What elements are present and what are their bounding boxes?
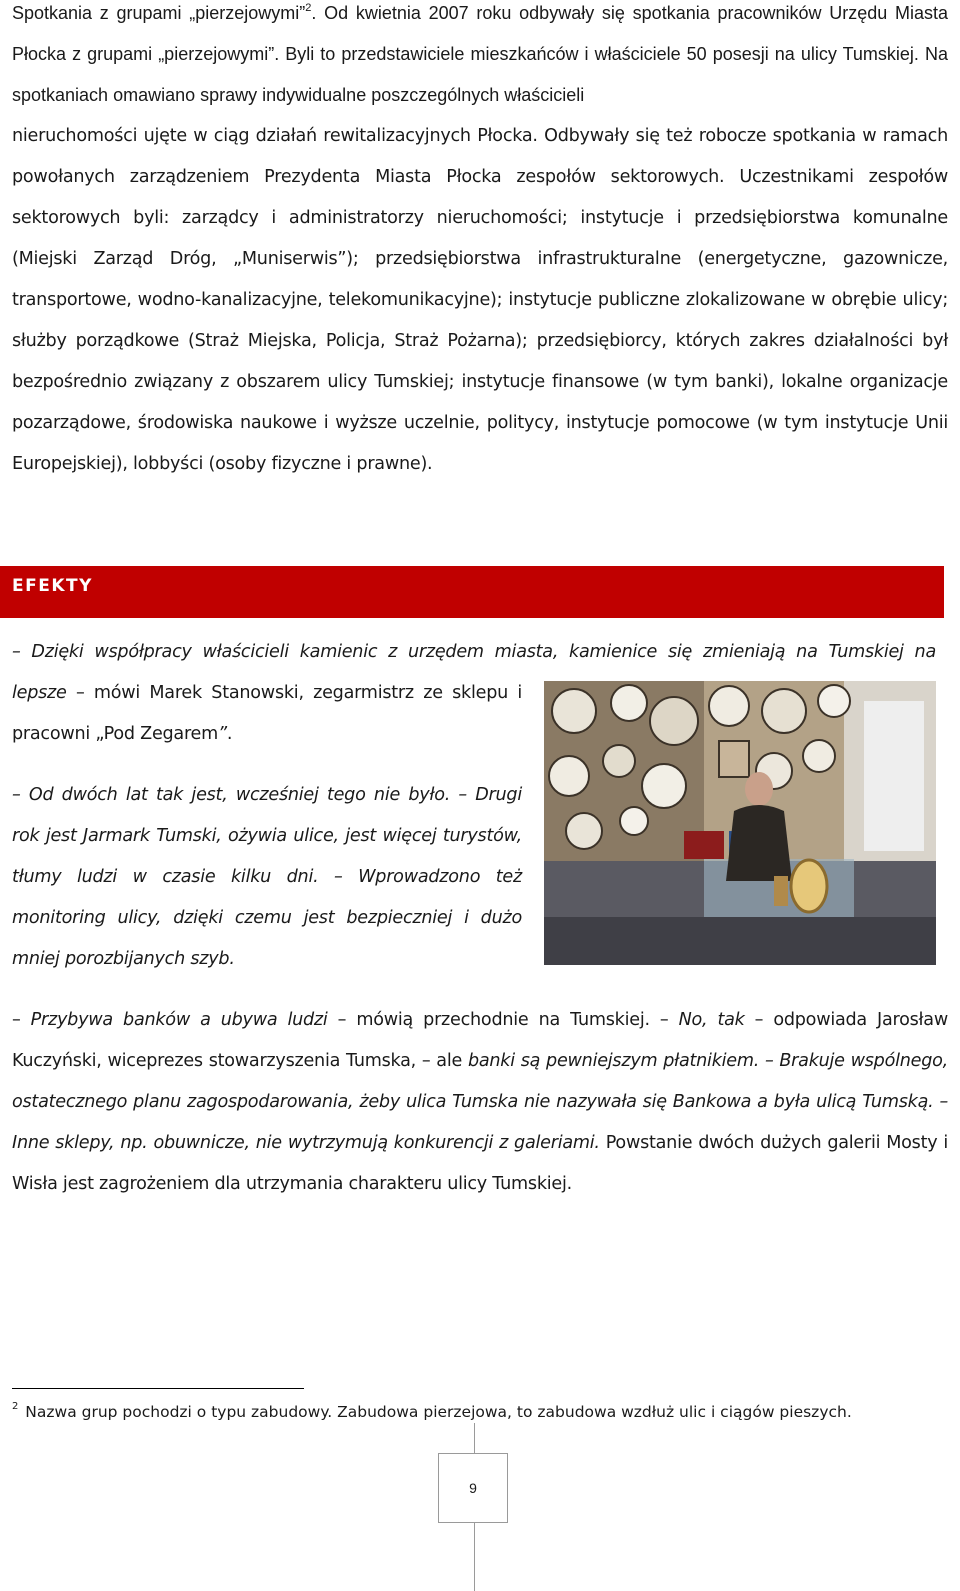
footnote-separator (12, 1388, 304, 1389)
closing-text (12, 1000, 948, 1205)
footnote-text: Nazwa grup pochodzi o typu zabudowy. Zabudowa pierzejowa, to zabudowa wzdłuż ulic i ciągów pieszych. (20, 1403, 852, 1421)
attribution-period: . (226, 724, 233, 744)
section-title: EFEKTY (12, 576, 93, 596)
quote-continuation: lepsze (12, 683, 67, 703)
page-number-line-bottom (474, 1523, 475, 1591)
quote2-part-c: – Wprowadzono też monitoring ulicy, dzięki czemu jest bezpieczniej i dużo mniej porozbijanych szyb. (12, 867, 522, 969)
closing-text-2: – odpowiada Jarosław Kuczyński, wiceprezes stowarzyszenia Tumska, – ale (12, 1010, 948, 1071)
intro-text-a: Spotkania z grupami „pierzejowymi” (12, 3, 306, 23)
attribution-text: – mówi Marek Stanowski, zegarmistrz ze sklepu i pracowni „Pod Zegarem (12, 683, 522, 744)
footnote (12, 1402, 948, 1422)
closing-italic-2: No, tak (678, 1010, 745, 1030)
intro-paragraph (12, 0, 948, 485)
footnote-ref[interactable]: 2 (305, 2, 312, 14)
closing-italic-3: banki są pewniejszym płatnikiem. – Brakuje wspólnego, ostatecznego planu zagospodarowania, żeby ulica Tumska nie nazywała się Bankowa a była ulicą Tumską. – Inne sklepy, np. obuwnicze, nie wytrzymują konkurencji z galeriami. (12, 1051, 948, 1153)
closing-dash: – (12, 1010, 31, 1030)
intro-text-b: . Od kwietnia 2007 roku odbywały się spotkania pracowników Urzędu Miasta Płocka z grupami „pierzejowymi”. Byli to przedstawiciele mieszkańców i właściciele 50 posesji na ulicy Tumskiej. Na spotkaniach omawiano sprawy indywidualne poszczególnych właścicieli (12, 3, 948, 105)
clock-shop-photo-image (544, 681, 936, 965)
clock-shop-photo (544, 681, 936, 965)
intro-lines-2: nieruchomości ujęte w ciąg działań rewitalizacyjnych Płocka. Odbywały się też robocze spotkania w ramach powołanych zarządzeniem Prezydenta Miasta Płocka zespołów sektorowych. Uczestnikami zespołów sektorowych byli: zarządcy i administratorzy nieruchomości; instytucje i przedsiębiorstwa komunalne (Miejski Zarząd Dróg, „Muniserwis”); przedsiębiorstwa infrastrukturalne (energetyczne, gazownicze, transportowe, wodno-kanalizacyjne, telekomunikacyjne); instytucje publiczne zlokalizowane w obrębie ulicy; służby porządkowe (Straż Miejska, Policja, Straż Pożarna); przedsiębiorcy, których zakres działalności był bezpośrednio związany z obszarem ulicy Tumskiej; instytucje finansowe (w tym banki), lokalne organizacje pozarządowe, środowiska naukowe i wyższe uczelnie, politycy, instytucje pomocowe (w tym instytucje Unii Europejskiej), lobbyści (osoby fizyczne i prawne). (12, 126, 948, 474)
intro-lines-1 (12, 0, 948, 116)
closing-text-1: – mówią przechodnie na Tumskiej. – (327, 1010, 679, 1030)
page-number-box (438, 1453, 508, 1523)
quote-second (12, 775, 522, 980)
section-banner (0, 566, 944, 618)
footnote-number: 2 (12, 1400, 19, 1412)
quote2-part-a: – Od dwóch lat tak jest, wcześniej tego nie było. (12, 785, 451, 805)
attribution-closing-quote: ” (218, 724, 227, 744)
quote-first-line-text: – Dzięki współpracy właścicieli kamienic z urzędem miasta, kamienice się zmieniają na Tumskiej na (12, 642, 936, 662)
quote2-part-b: – Drugi rok jest Jarmark Tumski, ożywia ulice, jest więcej turystów, tłumy ludzi w czasie kilku dni. (12, 785, 522, 887)
closing-text-3: Powstanie dwóch dużych galerii Mosty i Wisła jest zagrożeniem dla utrzymania charakteru ulicy Tumskiej. (12, 1133, 948, 1194)
quote-first-line (12, 632, 936, 673)
page-number: 9 (469, 1480, 477, 1496)
closing-italic-1: Przybywa banków a ubywa ludzi (30, 1010, 328, 1030)
page-number-line-top (474, 1423, 475, 1453)
closing-paragraph (12, 1000, 948, 1205)
quote-attribution (12, 673, 522, 755)
